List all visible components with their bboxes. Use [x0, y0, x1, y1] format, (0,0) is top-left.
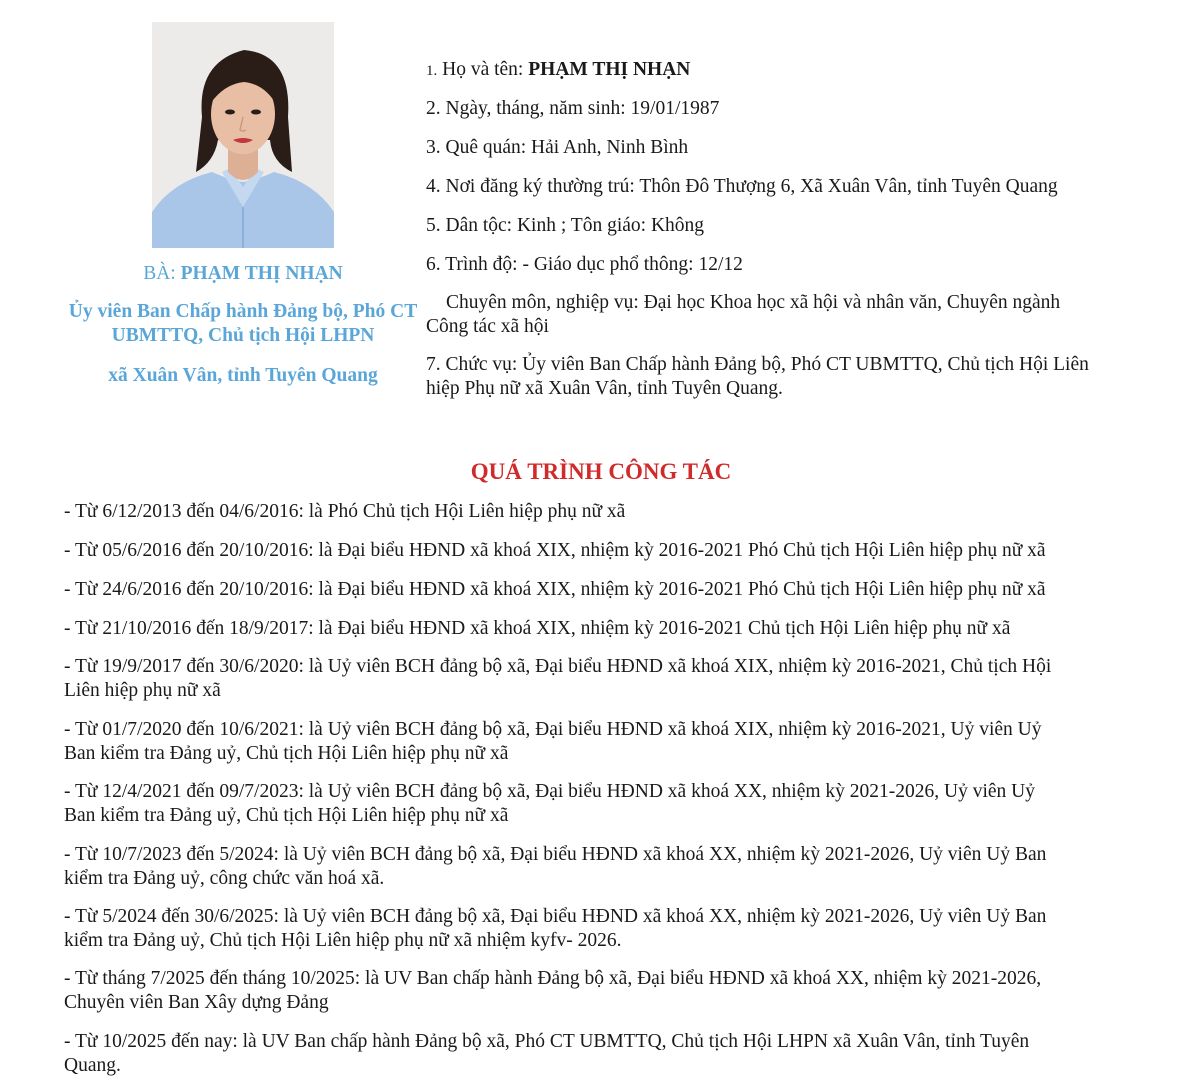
- work-item-5-line2: Liên hiệp phụ nữ xã: [64, 680, 221, 701]
- info-hometown: 3. Quê quán: Hải Anh, Ninh Bình: [426, 137, 689, 158]
- info-residence: 4. Nơi đăng ký thường trú: Thôn Đô Thượng 6, Xã Xuân Vân, tỉnh Tuyên Quang: [426, 176, 1058, 197]
- info-item1-number: 1.: [426, 63, 438, 79]
- work-item-5-line1: - Từ 19/9/2017 đến 30/6/2020: là Uỷ viên BCH đảng bộ xã, Đại biểu HĐND xã khoá XIX, nhiệm kỳ 2016-2021, Chủ tịch Hội: [64, 656, 1052, 677]
- work-item-1: - Từ 6/12/2013 đến 04/6/2016: là Phó Chủ tịch Hội Liên hiệp phụ nữ xã: [64, 501, 626, 522]
- info-item1-value: PHẠM THỊ NHẠN: [528, 59, 691, 80]
- work-item-8-line2: kiểm tra Đảng uỷ, công chức văn hoá xã.: [64, 868, 385, 889]
- info-specialization-line1: Chuyên môn, nghiệp vụ: Đại học Khoa học xã hội và nhân văn, Chuyên ngành: [446, 292, 1061, 313]
- info-full-name: [426, 58, 1146, 83]
- work-item-6-line1: - Từ 01/7/2020 đến 10/6/2021: là Uỷ viên BCH đảng bộ xã, Đại biểu HĐND xã khoá XIX, nhiệm kỳ 2016-2021, Uỷ viên Uỷ: [64, 719, 1042, 740]
- caption-name: [62, 262, 424, 286]
- work-item-3: - Từ 24/6/2016 đến 20/10/2016: là Đại biểu HĐND xã khoá XIX, nhiệm kỳ 2016-2021 Phó Chủ tịch Hội Liên hiệp phụ nữ xã: [64, 579, 1046, 600]
- info-birth-date: 2. Ngày, tháng, năm sinh: 19/01/1987: [426, 98, 720, 119]
- info-ethnicity-religion: 5. Dân tộc: Kinh ; Tôn giáo: Không: [426, 215, 705, 236]
- portrait-photo: [152, 22, 334, 248]
- work-item-2: - Từ 05/6/2016 đến 20/10/2016: là Đại biểu HĐND xã khoá XIX, nhiệm kỳ 2016-2021 Phó Chủ tịch Hội Liên hiệp phụ nữ xã: [64, 540, 1046, 561]
- work-item-4: - Từ 21/10/2016 đến 18/9/2017: là Đại biểu HĐND xã khoá XIX, nhiệm kỳ 2016-2021 Chủ tịch Hội Liên hiệp phụ nữ xã: [64, 618, 1011, 639]
- work-item-8-line1: - Từ 10/7/2023 đến 5/2024: là Uỷ viên BCH đảng bộ xã, Đại biểu HĐND xã khoá XX, nhiệm kỳ 2021-2026, Uỷ viên Uỷ Ban: [64, 844, 1047, 865]
- work-item-6-line2: Ban kiểm tra Đảng uỷ, Chủ tịch Hội Liên hiệp phụ nữ xã: [64, 743, 509, 764]
- info-item1-label: Họ và tên:: [442, 59, 529, 80]
- info-education: 6. Trình độ: - Giáo dục phổ thông: 12/12: [426, 254, 743, 275]
- work-item-10-line1: - Từ tháng 7/2025 đến tháng 10/2025: là UV Ban chấp hành Đảng bộ xã, Đại biểu HĐND xã khoá XX, nhiệm kỳ 2021-2026,: [64, 968, 1042, 989]
- caption-place: xã Xuân Vân, tỉnh Tuyên Quang: [108, 365, 378, 386]
- work-item-10-line2: Chuyên viên Ban Xây dựng Đảng: [64, 992, 329, 1013]
- caption-position: Ủy viên Ban Chấp hành Đảng bộ, Phó CT UBMTTQ, Chủ tịch Hội LHPN: [68, 301, 418, 346]
- section-title: QUÁ TRÌNH CÔNG TÁC: [470, 459, 732, 484]
- caption-prefix: BÀ:: [143, 263, 176, 284]
- caption-name-value: PHẠM THỊ NHẠN: [180, 263, 343, 284]
- info-specialization-line2: Công tác xã hội: [426, 316, 549, 337]
- work-item-9-line1: - Từ 5/2024 đến 30/6/2025: là Uỷ viên BCH đảng bộ xã, Đại biểu HĐND xã khoá XX, nhiệm kỳ 2021-2026, Uỷ viên Uỷ Ban: [64, 906, 1047, 927]
- work-item-11-line2: Quang.: [64, 1055, 121, 1076]
- portrait-illustration: [152, 22, 334, 248]
- work-item-11-line1: - Từ 10/2025 đến nay: là UV Ban chấp hành Đảng bộ xã, Phó CT UBMTTQ, Chủ tịch Hội LHPN xã Xuân Vân, tỉnh Tuyên: [64, 1031, 1030, 1052]
- info-position-line1: 7. Chức vụ: Ủy viên Ban Chấp hành Đảng bộ, Phó CT UBMTTQ, Chủ tịch Hội Liên: [426, 354, 1089, 375]
- work-item-9-line2: kiểm tra Đảng uỷ, Chủ tịch Hội Liên hiệp phụ nữ xã nhiệm kyfv- 2026.: [64, 930, 622, 951]
- info-position-line2: hiệp Phụ nữ xã Xuân Vân, tỉnh Tuyên Quang.: [426, 378, 783, 399]
- work-item-7-line1: - Từ 12/4/2021 đến 09/7/2023: là Uỷ viên BCH đảng bộ xã, Đại biểu HĐND xã khoá XX, nhiệm kỳ 2021-2026, Uỷ viên Uỷ: [64, 781, 1036, 802]
- work-item-7-line2: Ban kiểm tra Đảng uỷ, Chủ tịch Hội Liên hiệp phụ nữ xã: [64, 805, 509, 826]
